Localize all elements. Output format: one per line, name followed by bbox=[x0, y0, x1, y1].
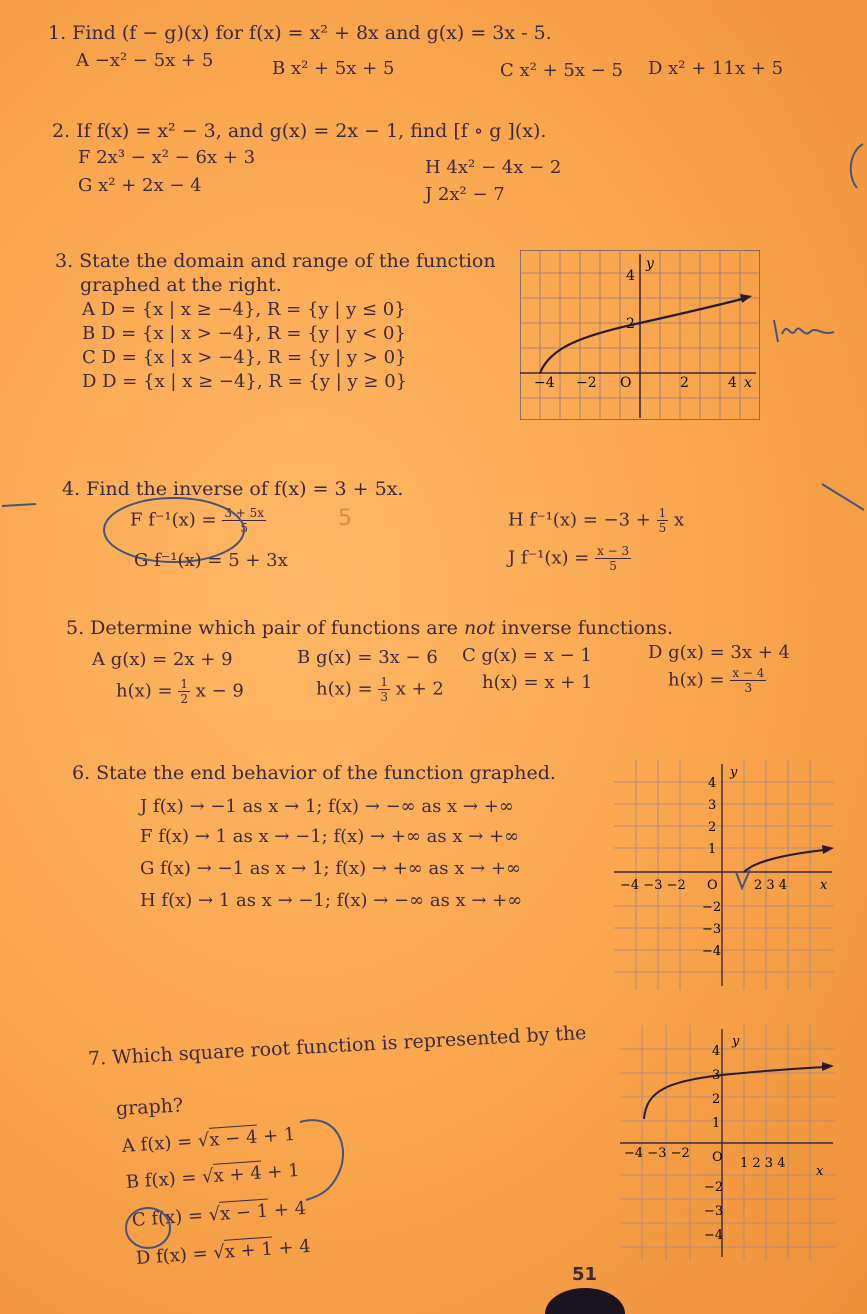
q4-choice-g[interactable]: G f⁻¹(x) = 5 + 3x bbox=[134, 550, 288, 571]
q7-tick-y-1: 1 bbox=[712, 1116, 721, 1131]
q2-stem: 2. If f(x) = x² − 3, and g(x) = 2x − 1, find [f ∘ g ](x). bbox=[52, 120, 547, 142]
q7-d-radicand: x + 1 bbox=[224, 1238, 274, 1263]
q7-x-var: x bbox=[816, 1164, 824, 1179]
q1-choice-a[interactable]: A −x² − 5x + 5 bbox=[76, 50, 214, 71]
q7-origin-label: O bbox=[712, 1150, 723, 1165]
q7-choice-b[interactable]: B f(x) = √x + 4 + 1 bbox=[125, 1159, 301, 1193]
q6-tick-y-4: 4 bbox=[708, 776, 717, 791]
q5-choice-a-line2 bbox=[116, 677, 244, 706]
q7-answer-circle bbox=[126, 1208, 170, 1248]
q7-a-post: + 1 bbox=[256, 1123, 297, 1148]
q7-choice-a[interactable]: A f(x) = √x − 4 + 1 bbox=[121, 1123, 297, 1157]
finger-shadow bbox=[540, 1274, 630, 1314]
q5-a2-prefix: h(x) = bbox=[116, 680, 173, 702]
q7-arrowhead bbox=[822, 1062, 834, 1071]
page-number: 51 bbox=[572, 1264, 598, 1285]
q7-bracket bbox=[300, 1120, 343, 1200]
q7-c-post: + 4 bbox=[267, 1197, 307, 1222]
q1-choice-c[interactable]: C x² + 5x − 5 bbox=[500, 60, 623, 81]
q6-curve bbox=[744, 850, 824, 872]
q7-choice-d[interactable]: D f(x) = √x + 1 + 4 bbox=[135, 1235, 312, 1269]
q6-y-var: y bbox=[730, 765, 738, 780]
margin-scribble bbox=[770, 310, 840, 346]
right-edge-pen-mark bbox=[820, 480, 867, 520]
q4-margin-note: 5 bbox=[338, 506, 352, 531]
q2-choice-j[interactable]: J 2x² − 7 bbox=[425, 184, 505, 205]
q4-h-num: 1 bbox=[658, 506, 667, 520]
q5-b2-fraction bbox=[378, 675, 390, 704]
q3-curve bbox=[540, 299, 742, 373]
q7-stem-line1: 7. Which square root function is represented by the bbox=[87, 1021, 587, 1070]
q5-a2-suffix: x − 9 bbox=[195, 680, 244, 702]
q6-x-var: x bbox=[820, 878, 828, 893]
q7-b-post: + 1 bbox=[260, 1159, 301, 1184]
q6-origin-label: O bbox=[707, 878, 718, 893]
q7-stem-line2: graph? bbox=[115, 1094, 184, 1120]
q5-b2-prefix: h(x) = bbox=[316, 678, 373, 700]
q5-choice-c-line1[interactable]: C g(x) = x − 1 bbox=[462, 645, 592, 666]
q5-choice-b-line2 bbox=[316, 675, 444, 704]
q3-tick-x-4: 4 bbox=[728, 375, 737, 391]
q6-tick-y-2: 2 bbox=[708, 820, 717, 835]
q6-tick-y-neg2: −2 bbox=[702, 900, 722, 915]
q7-d-pre: D f(x) = bbox=[135, 1242, 215, 1269]
left-edge-pen-mark bbox=[0, 494, 40, 514]
q4-f-num: 3 + 5x bbox=[224, 506, 265, 520]
q6-tick-y-1: 1 bbox=[708, 842, 717, 857]
q6-tick-y-3: 3 bbox=[708, 798, 717, 813]
q3-origin-label: O bbox=[620, 375, 632, 391]
q4-h-suffix: x bbox=[673, 509, 685, 531]
q7-graph bbox=[620, 1025, 835, 1260]
q5-stem-emphasis: not bbox=[463, 617, 496, 639]
q7-d-post: + 4 bbox=[272, 1235, 312, 1260]
q4-j-num: x − 3 bbox=[597, 544, 630, 558]
q3-x-var: x bbox=[744, 375, 752, 391]
q5-stem-post: inverse functions. bbox=[495, 617, 674, 639]
q7-b-radicand: x + 4 bbox=[212, 1162, 263, 1187]
q6-tick-y-neg3: −3 bbox=[702, 922, 722, 937]
q3-tick-x-neg2: −2 bbox=[576, 375, 597, 391]
q7-c-pre: C f(x) = bbox=[131, 1204, 210, 1231]
q6-stem: 6. State the end behavior of the function graphed. bbox=[72, 762, 556, 784]
q7-y-var: y bbox=[732, 1034, 740, 1049]
q2-choice-h[interactable]: H 4x² − 4x − 2 bbox=[425, 157, 562, 178]
q5-d2-fraction bbox=[730, 666, 766, 695]
q7-curve bbox=[644, 1067, 824, 1119]
q6-choice-g[interactable]: G f(x) → −1 as x → 1; f(x) → +∞ as x → +∞ bbox=[140, 858, 521, 879]
q5-a2-fraction bbox=[178, 677, 190, 706]
q5-b2-suffix: x + 2 bbox=[395, 678, 444, 700]
q6-graph bbox=[614, 760, 834, 990]
q6-choice-h[interactable]: H f(x) → 1 as x → −1; f(x) → −∞ as x → +∞ bbox=[140, 890, 523, 911]
q4-j-den: 5 bbox=[609, 559, 617, 573]
q3-stem-line2: graphed at the right. bbox=[80, 274, 282, 296]
q3-graph bbox=[520, 250, 760, 420]
q3-tick-y-2: 2 bbox=[626, 316, 635, 332]
q5-stem bbox=[66, 617, 673, 639]
q5-choice-d-line1[interactable]: D g(x) = 3x + 4 bbox=[648, 642, 790, 663]
q4-j-fraction bbox=[595, 544, 631, 573]
q7-tick-y-4: 4 bbox=[712, 1044, 721, 1059]
q3-tick-x-2: 2 bbox=[680, 375, 689, 391]
q7-c-radicand: x − 1 bbox=[219, 1200, 269, 1225]
q4-choice-h[interactable] bbox=[508, 506, 684, 535]
q5-b2-den: 3 bbox=[380, 690, 388, 704]
q4-h-fraction bbox=[657, 506, 669, 535]
q3-choice-b[interactable]: B D = {x | x > −4}, R = {y | y < 0} bbox=[82, 323, 406, 344]
q6-x-ticks-right: 2 3 4 bbox=[754, 878, 788, 893]
q6-x-ticks-left: −4 −3 −2 bbox=[620, 878, 686, 893]
q4-f-prefix: F f⁻¹(x) = bbox=[130, 509, 217, 531]
q5-choice-c-line2: h(x) = x + 1 bbox=[482, 672, 593, 693]
q7-choice-c[interactable]: C f(x) = √x − 1 + 4 bbox=[131, 1197, 307, 1231]
q4-h-den: 5 bbox=[658, 521, 667, 535]
q1-choice-b[interactable]: B x² + 5x + 5 bbox=[272, 58, 395, 79]
q3-choice-d[interactable]: D D = {x | x ≥ −4}, R = {y | y ≥ 0} bbox=[82, 371, 408, 392]
q1-stem: 1. Find (f − g)(x) for f(x) = x² + 8x and g(x) = 3x - 5. bbox=[48, 22, 552, 44]
q3-tick-x-neg4: −4 bbox=[534, 375, 555, 391]
q7-b-pre: B f(x) = bbox=[125, 1166, 203, 1193]
q3-stem-line1: 3. State the domain and range of the function bbox=[55, 250, 496, 272]
q5-a2-num: 1 bbox=[180, 677, 188, 691]
q5-stem-pre: 5. Determine which pair of functions are bbox=[66, 617, 464, 639]
q3-arrowhead bbox=[740, 294, 752, 303]
q1-choice-d[interactable]: D x² + 11x + 5 bbox=[648, 58, 784, 79]
q2-choice-g[interactable]: G x² + 2x − 4 bbox=[78, 175, 202, 196]
q7-tick-y-neg4: −4 bbox=[704, 1228, 724, 1243]
q5-choice-b-line1[interactable]: B g(x) = 3x − 6 bbox=[297, 647, 438, 668]
q4-h-prefix: H f⁻¹(x) = −3 + bbox=[508, 509, 651, 531]
q7-a-radicand: x − 4 bbox=[208, 1126, 259, 1151]
q3-tick-y-4: 4 bbox=[626, 268, 635, 284]
q3-choice-c[interactable]: C D = {x | x > −4}, R = {y | y > 0} bbox=[82, 347, 407, 368]
q5-choice-a-line1[interactable]: A g(x) = 2x + 9 bbox=[92, 649, 233, 670]
q4-stem: 4. Find the inverse of f(x) = 3 + 5x. bbox=[62, 478, 404, 500]
q7-a-pre: A f(x) = bbox=[121, 1130, 199, 1157]
q7-tick-y-3: 3 bbox=[712, 1068, 721, 1083]
q7-tick-y-neg3: −3 bbox=[704, 1204, 724, 1219]
q5-d2-prefix: h(x) = bbox=[668, 669, 725, 691]
q6-choice-j[interactable]: J f(x) → −1 as x → 1; f(x) → −∞ as x → +∞ bbox=[140, 796, 514, 817]
margin-pen-mark bbox=[845, 142, 867, 190]
q5-b2-num: 1 bbox=[380, 675, 388, 689]
q7-x-ticks-right: 1 2 3 4 bbox=[740, 1156, 786, 1171]
q4-j-prefix: J f⁻¹(x) = bbox=[508, 547, 590, 569]
q6-pen-check bbox=[736, 870, 750, 888]
q6-tick-y-neg4: −4 bbox=[702, 944, 722, 959]
q7-pen-marks bbox=[120, 1114, 360, 1264]
q7-tick-y-neg2: −2 bbox=[704, 1180, 724, 1195]
q5-d2-den: 3 bbox=[744, 681, 753, 695]
q5-d2-num: x − 4 bbox=[732, 666, 765, 680]
q6-arrowhead bbox=[822, 845, 834, 854]
q5-choice-d-line2 bbox=[668, 666, 766, 695]
q4-f-den: 5 bbox=[240, 521, 249, 535]
q7-x-ticks-left: −4 −3 −2 bbox=[624, 1146, 690, 1161]
q6-choice-f[interactable]: F f(x) → 1 as x → −1; f(x) → +∞ as x → +∞ bbox=[140, 826, 520, 847]
q5-a2-den: 2 bbox=[180, 692, 188, 706]
q3-y-var: y bbox=[646, 256, 654, 272]
q2-choice-f[interactable]: F 2x³ − x² − 6x + 3 bbox=[78, 147, 256, 168]
q7-tick-y-2: 2 bbox=[712, 1092, 721, 1107]
q4-choice-j[interactable] bbox=[508, 544, 631, 573]
q6-gridlines bbox=[614, 760, 834, 990]
q3-choice-a[interactable]: A D = {x | x ≥ −4}, R = {y | y ≤ 0} bbox=[82, 299, 406, 320]
